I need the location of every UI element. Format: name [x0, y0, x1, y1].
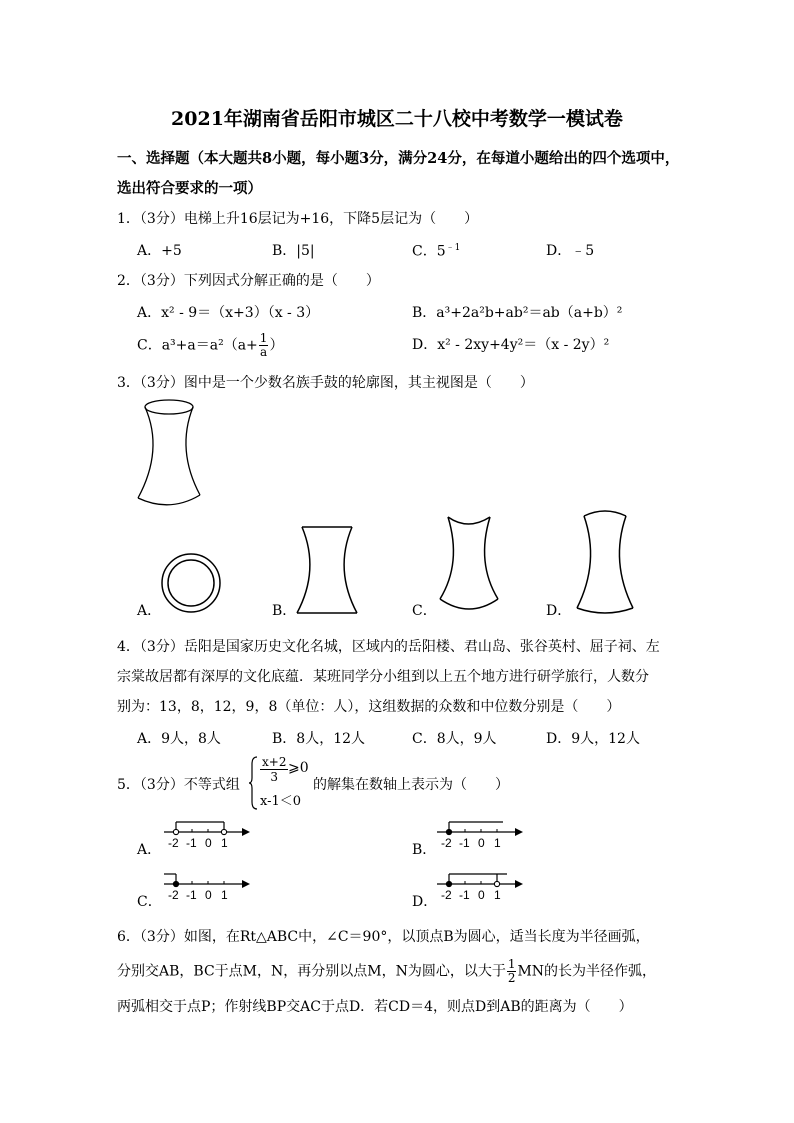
q6-fraction-numerator: 1 — [507, 957, 516, 971]
q4-option-a: A．9人，8人 — [137, 731, 221, 747]
q3-stem: 3．（3分）图中是一个少数名族手鼓的轮廓图，其主视图是（ ） — [117, 375, 534, 391]
q5-eq1-relation: ⩾0 — [288, 760, 309, 776]
q3-option-b: B． — [272, 603, 297, 619]
q5-option-d: D． — [412, 894, 438, 910]
q5-eq1-fraction — [260, 755, 288, 784]
section-heading-line2: 选出符合要求的一项） — [117, 180, 262, 197]
q2-option-b: B．a³+2a²b+ab²＝ab（a+b）² — [412, 305, 623, 321]
q5-eq1-denominator: 3 — [270, 770, 279, 784]
q5-stem-post: 的解集在数轴上表示为（ ） — [313, 777, 509, 793]
q5b-tick-label: 1 — [494, 836, 501, 850]
q4-line1: 4．（3分）岳阳是国家历史文化名城，区域内的岳阳楼、君山岛、张谷英村、屈子祠、左 — [117, 639, 660, 655]
page-title: 2021年湖南省岳阳市城区二十八校中考数学一模试卷 — [171, 108, 623, 130]
q2-option-a: A．x² - 9＝（x+3）（x - 3） — [137, 305, 320, 321]
q5c-tick-label: -1 — [186, 888, 197, 902]
q5-option-d-number-line — [437, 868, 527, 904]
q4-option-d: D．9人，12人 — [546, 731, 640, 747]
q5-option-c: C． — [137, 894, 162, 910]
q5d-tick-label: -2 — [441, 888, 452, 902]
q5-option-a-number-line — [164, 816, 254, 852]
q2-option-c-pre: C．a³+a＝a²（a+ — [137, 337, 258, 354]
q5d-tick-label: 0 — [478, 888, 485, 902]
q4-option-c: C．8人，9人 — [412, 731, 497, 747]
q5a-tick-label: -1 — [186, 836, 197, 850]
q3-option-d: D． — [546, 603, 572, 619]
q5c-tick-label: 1 — [221, 888, 228, 902]
section-heading-line1: 一、选择题（本大题共8小题，每小题3分，满分24分，在每道小题给出的四个选项中， — [117, 150, 680, 167]
q5a-tick-label: 0 — [205, 836, 212, 850]
q6-line3: 两弧相交于点P；作射线BP交AC于点D．若CD＝4，则点D到AB的距离为（ ） — [117, 999, 633, 1015]
q3-option-a-circle-icon — [160, 552, 222, 614]
q5-option-c-number-line — [164, 868, 254, 904]
q5-option-b-number-line — [437, 816, 527, 852]
q6-line2-post: MN的长为半径作弧， — [517, 963, 657, 980]
q4-line3: 别为：13，8，12，9，8（单位：人），这组数据的众数和中位数分别是（ ） — [117, 699, 621, 715]
q1-option-c-exponent: ﹣1 — [445, 243, 461, 253]
q6-line1: 6．（3分）如图，在Rt△ABC中，∠C＝90°，以顶点B为圆心，适当长度为半径画弧， — [117, 929, 650, 945]
q3-option-a: A． — [137, 603, 162, 619]
q1-option-b: B．|5| — [272, 243, 315, 259]
q1-option-c — [412, 240, 460, 261]
q3-option-d-drum-bulge-icon — [574, 512, 636, 612]
q5-stem-pre: 5．（3分）不等式组 — [117, 777, 240, 793]
q2-fraction-numerator: 1 — [259, 331, 268, 345]
q6-half-fraction — [507, 958, 517, 985]
q5a-tick-label: -2 — [168, 836, 179, 850]
q1-option-c-base: C．5 — [412, 243, 446, 260]
q6-line2 — [117, 958, 656, 985]
q3-option-c: C． — [412, 603, 437, 619]
q3-option-b-drum-front-icon — [296, 525, 358, 615]
q4-option-b: B．8人，12人 — [272, 731, 366, 747]
q5-option-a: A． — [137, 842, 162, 858]
system-brace-icon — [248, 756, 258, 810]
q5c-tick-label: -2 — [168, 888, 179, 902]
q5-eq2: x-1＜0 — [260, 794, 302, 809]
q2-option-c-post: ） — [269, 337, 284, 354]
q1-stem: 1．（3分）电梯上升16层记为+16，下降5层记为（ ） — [117, 211, 479, 227]
q5-eq1-numerator: x+2 — [262, 755, 287, 769]
q2-stem: 2．（3分）下列因式分解正确的是（ ） — [117, 273, 380, 289]
q5b-tick-label: -1 — [459, 836, 470, 850]
q4-line2: 宗棠故居都有深厚的文化底蕴．某班同学分小组到以上五个地方进行研学旅行，人数分 — [117, 669, 649, 685]
q5a-tick-label: 1 — [221, 836, 228, 850]
q1-option-a: A．+5 — [137, 243, 182, 259]
q6-line2-pre: 分别交AB，BC于点M，N，再分别以点M，N为圆心，以大于 — [117, 963, 506, 980]
drum-3d-figure — [130, 395, 210, 505]
q2-option-c-fraction — [259, 332, 269, 359]
q5-option-b: B． — [412, 842, 437, 858]
q5b-tick-label: 0 — [478, 836, 485, 850]
q5d-tick-label: 1 — [494, 888, 501, 902]
q2-option-d: D．x² - 2xy+4y²＝（x - 2y）² — [412, 337, 610, 353]
q1-option-d: D．﹣5 — [546, 243, 595, 259]
q3-option-c-drum-curved-icon — [438, 515, 500, 613]
q6-fraction-denominator: 2 — [507, 971, 516, 985]
q2-fraction-denominator: a — [260, 345, 268, 359]
q5c-tick-label: 0 — [205, 888, 212, 902]
q5d-tick-label: -1 — [459, 888, 470, 902]
q5b-tick-label: -2 — [441, 836, 452, 850]
q2-option-c — [137, 332, 283, 359]
